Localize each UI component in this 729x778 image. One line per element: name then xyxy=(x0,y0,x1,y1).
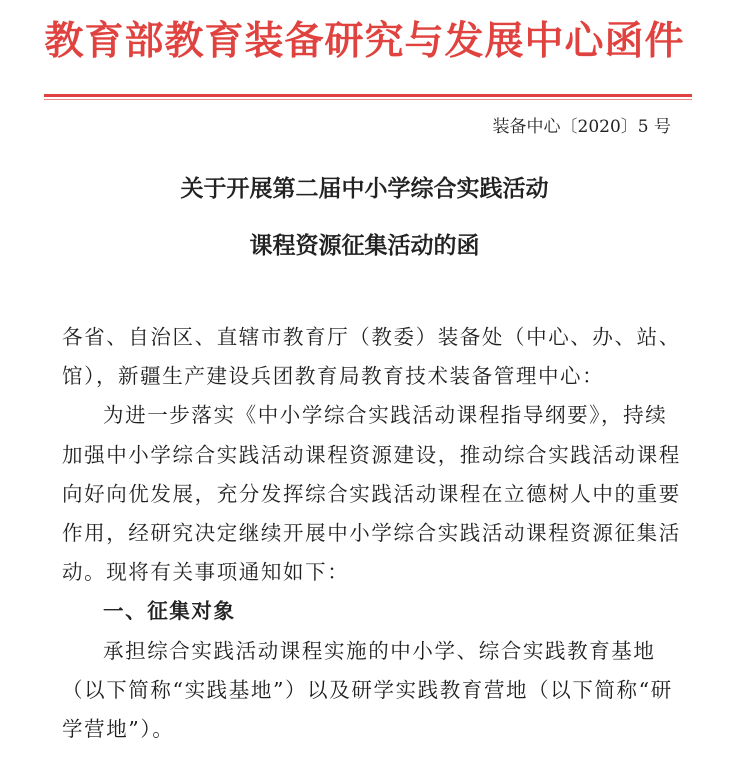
letterhead-red-rule xyxy=(44,94,692,97)
section-1-text: 承担综合实践活动课程实施的中小学、综合实践教育基地（以下简称“实践基地”）以及研学实践教育营地（以下简称“研学营地”）。 xyxy=(62,638,673,742)
section-heading-1: 一、征集对象 xyxy=(103,599,236,624)
letterhead-thin-rule xyxy=(44,99,692,100)
document-title-line-2: 课程资源征集活动的函 xyxy=(249,232,480,259)
paragraph-intro: 为进一步落实《中小学综合实践活动课程指导纲要》，持续加强中小学综合实践活动课程资源建设，推动综合实践活动课程向好向优发展，充分发挥综合实践活动课程在立德树人中的重要作用，经研究决定继续开展中小学综合实践活动课程资源征集活动。现将有关事项通知如下： xyxy=(62,403,681,585)
document-number: 装备中心〔2020〕5 号 xyxy=(492,117,671,137)
addressee: 各省、自治区、直辖市教育厅（教委）装备处（中心、办、站、馆），新疆生产建设兵团教育局教育技术装备管理中心： xyxy=(62,325,681,389)
document-body xyxy=(62,318,682,749)
document-title-line-1: 关于开展第二届中小学综合实践活动 xyxy=(180,175,549,202)
letterhead-title: 教育部教育装备研究与发展中心函件 xyxy=(44,18,685,64)
